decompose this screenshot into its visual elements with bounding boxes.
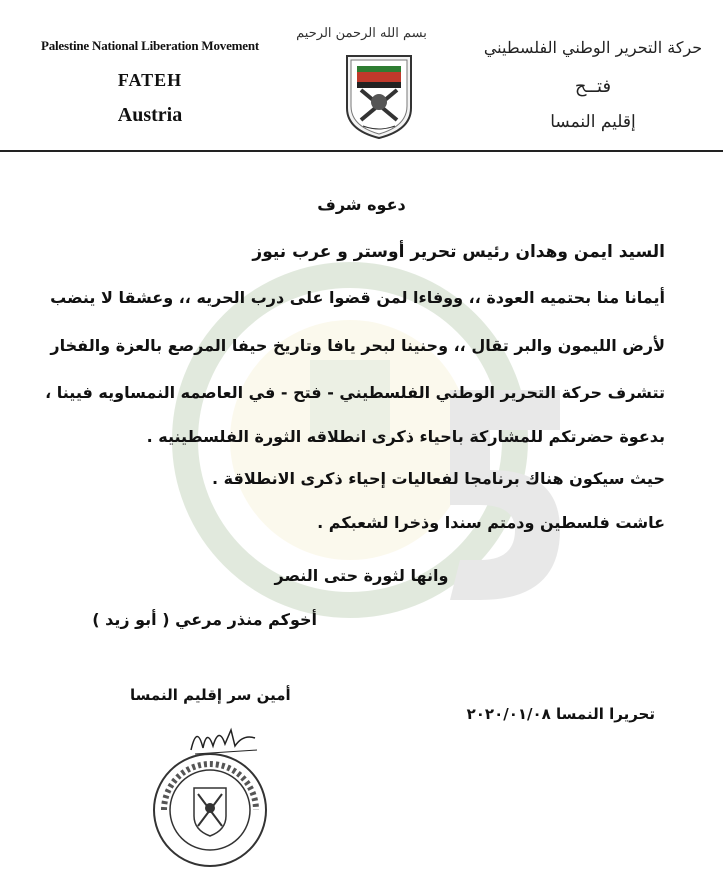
arabic-movement-name: حركة التحرير الوطني الفلسطيني [483, 38, 703, 57]
letter-sender: أخوكم منذر مرعي ( أبو زيد ) [92, 610, 317, 629]
letter-line-6: عاشت فلسطين ودمتم سندا وذخرا لشعبكم . [317, 513, 665, 532]
english-region: Austria [117, 104, 183, 126]
arabic-org-name: فتــح [574, 76, 612, 97]
letter-line-2: لأرض الليمون والبر تقال ،، وحنينا لبحر يافا وتاريخ حيفا المرصع بالعزة والفخار [50, 336, 665, 355]
basmala: بسم الله الرحمن الرحيم [296, 26, 427, 41]
english-movement-name: Palestine National Liberation Movement [40, 38, 260, 53]
letter-line-3: تتشرف حركة التحرير الوطني الفلسطيني - فتح - في العاصمه النمساويه فيينا ، [45, 383, 665, 402]
fateh-emblem-logo [343, 50, 415, 140]
letter-recipient: السيد ايمن وهدان رئيس تحرير أوستر و عرب نيوز [252, 242, 665, 262]
letter-line-4: بدعوة حضرتكم للمشاركة باحياء ذكرى انطلاقه الثورة الفلسطينيه . [146, 427, 665, 446]
letter-subject: دعوه شرف [317, 195, 406, 214]
date-line: تحريرا النمسا ٢٠٢٠/٠١/٠٨ [466, 705, 655, 723]
english-org-name: FATEH [117, 70, 183, 90]
arabic-region: إقليم النمسا [550, 112, 636, 132]
letter-line-5: حيث سيكون هناك برنامجا لفعاليات إحياء ذكرى الانطلاقة . [212, 469, 665, 488]
header-divider [0, 150, 723, 152]
signatory-title: أمين سر إقليم النمسا [130, 686, 291, 704]
letter-line-1: أيمانا منا بحتميه العودة ،، ووفاءا لمن قضوا على درب الحريه ،، وعشقا لا ينضب [50, 288, 665, 307]
official-stamp [150, 750, 270, 870]
letter-closing: وانها لثورة حتى النصر [274, 566, 449, 585]
